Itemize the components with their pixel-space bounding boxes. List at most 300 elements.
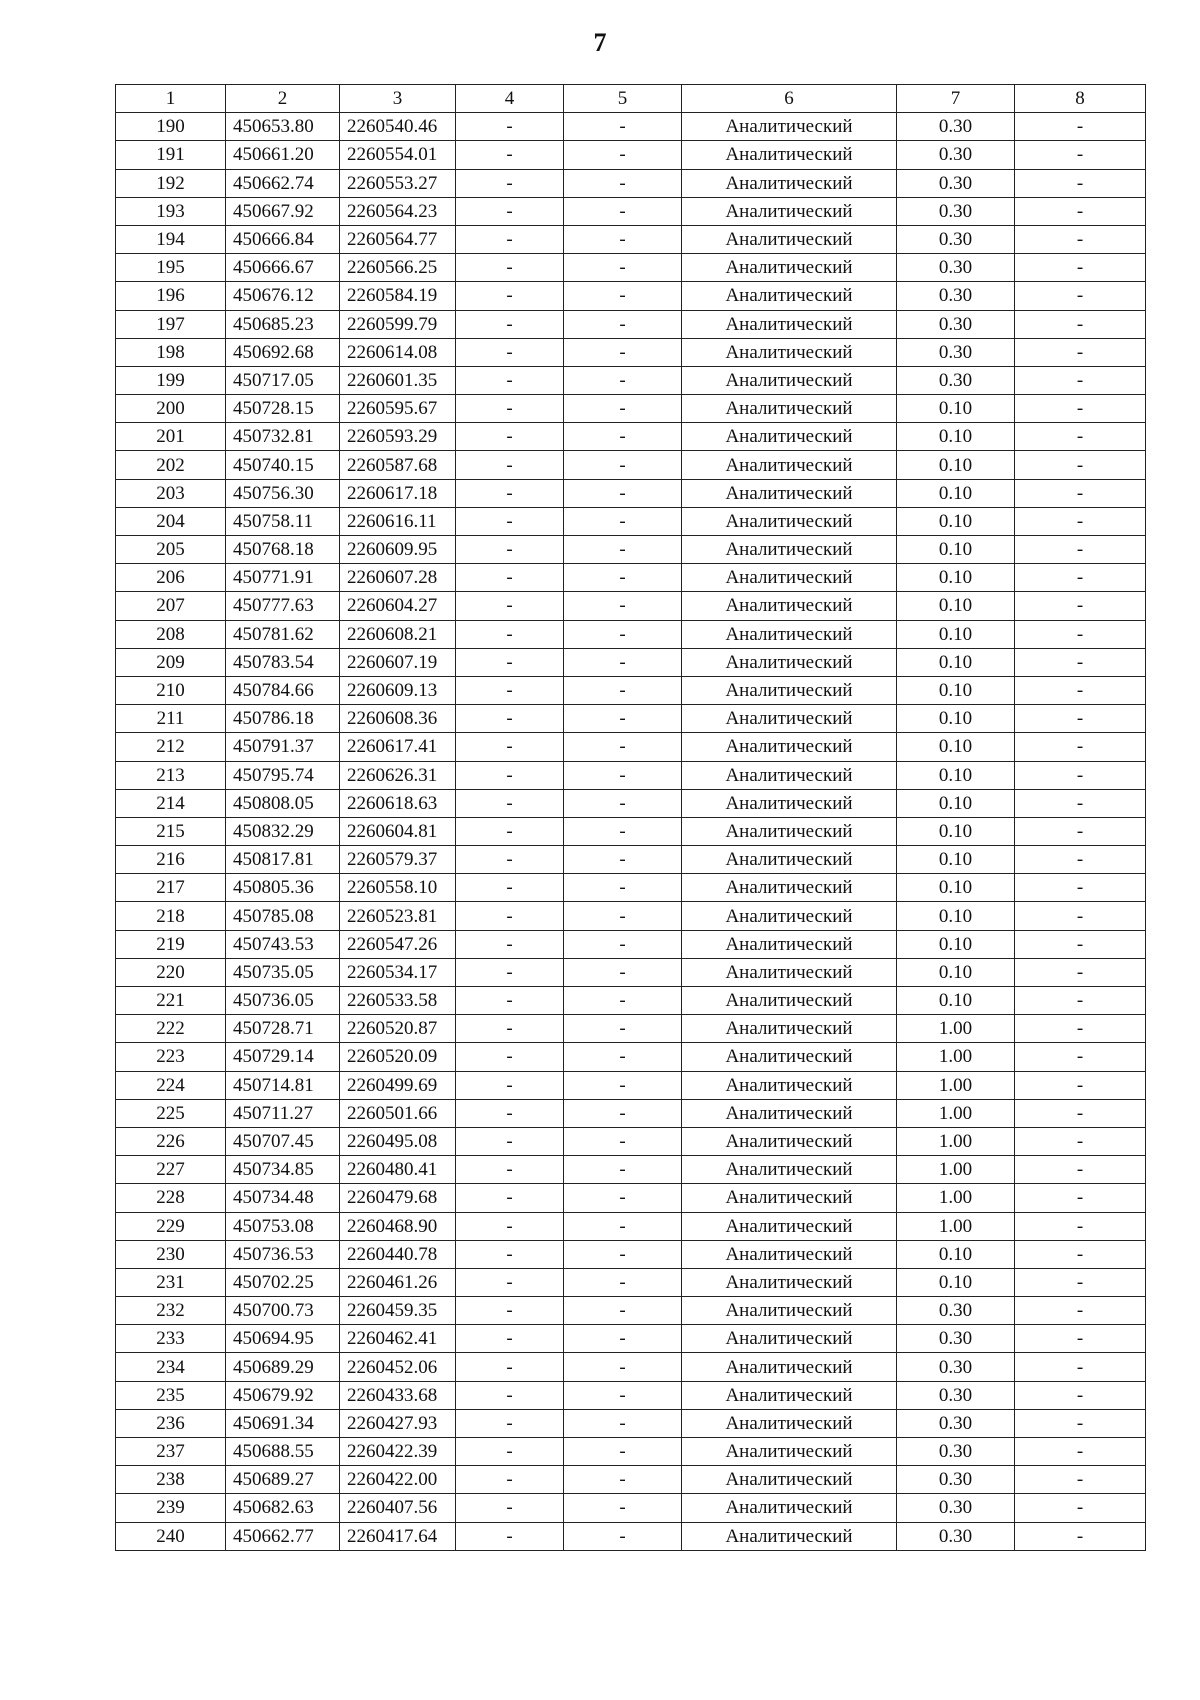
point-number-cell: 219 xyxy=(116,930,226,958)
column-4-cell: - xyxy=(456,648,564,676)
method-cell: Аналитический xyxy=(682,1127,897,1155)
column-header: 4 xyxy=(456,85,564,113)
method-cell: Аналитический xyxy=(682,648,897,676)
accuracy-cell: 0.10 xyxy=(897,987,1015,1015)
point-number-cell: 201 xyxy=(116,423,226,451)
y-coordinate-cell: 2260540.46 xyxy=(340,113,456,141)
column-8-cell: - xyxy=(1015,1438,1146,1466)
method-cell: Аналитический xyxy=(682,536,897,564)
accuracy-cell: 0.30 xyxy=(897,1325,1015,1353)
point-number-cell: 238 xyxy=(116,1466,226,1494)
column-4-cell: - xyxy=(456,1325,564,1353)
point-number-cell: 224 xyxy=(116,1071,226,1099)
method-cell: Аналитический xyxy=(682,789,897,817)
method-cell: Аналитический xyxy=(682,1353,897,1381)
column-8-cell: - xyxy=(1015,1268,1146,1296)
method-cell: Аналитический xyxy=(682,564,897,592)
column-8-cell: - xyxy=(1015,564,1146,592)
accuracy-cell: 0.10 xyxy=(897,733,1015,761)
table-row xyxy=(116,817,1146,845)
column-4-cell: - xyxy=(456,1522,564,1550)
column-8-cell: - xyxy=(1015,225,1146,253)
column-8-cell: - xyxy=(1015,902,1146,930)
column-8-cell: - xyxy=(1015,1212,1146,1240)
column-5-cell: - xyxy=(564,113,682,141)
point-number-cell: 200 xyxy=(116,395,226,423)
point-number-cell: 202 xyxy=(116,451,226,479)
column-4-cell: - xyxy=(456,113,564,141)
accuracy-cell: 0.30 xyxy=(897,169,1015,197)
accuracy-cell: 0.30 xyxy=(897,254,1015,282)
column-4-cell: - xyxy=(456,1353,564,1381)
y-coordinate-cell: 2260558.10 xyxy=(340,874,456,902)
column-8-cell: - xyxy=(1015,536,1146,564)
column-4-cell: - xyxy=(456,705,564,733)
table-body xyxy=(116,113,1146,1551)
column-4-cell: - xyxy=(456,1015,564,1043)
method-cell: Аналитический xyxy=(682,761,897,789)
x-coordinate-cell: 450771.91 xyxy=(226,564,340,592)
column-8-cell: - xyxy=(1015,423,1146,451)
method-cell: Аналитический xyxy=(682,479,897,507)
x-coordinate-cell: 450756.30 xyxy=(226,479,340,507)
point-number-cell: 196 xyxy=(116,282,226,310)
point-number-cell: 195 xyxy=(116,254,226,282)
x-coordinate-cell: 450817.81 xyxy=(226,846,340,874)
column-8-cell: - xyxy=(1015,479,1146,507)
x-coordinate-cell: 450728.15 xyxy=(226,395,340,423)
column-5-cell: - xyxy=(564,169,682,197)
table-row xyxy=(116,282,1146,310)
column-4-cell: - xyxy=(456,1156,564,1184)
x-coordinate-cell: 450700.73 xyxy=(226,1297,340,1325)
table-row xyxy=(116,507,1146,535)
column-4-cell: - xyxy=(456,1409,564,1437)
accuracy-cell: 1.00 xyxy=(897,1156,1015,1184)
column-4-cell: - xyxy=(456,1071,564,1099)
column-4-cell: - xyxy=(456,733,564,761)
column-4-cell: - xyxy=(456,451,564,479)
accuracy-cell: 0.10 xyxy=(897,536,1015,564)
table-row xyxy=(116,958,1146,986)
column-8-cell: - xyxy=(1015,338,1146,366)
accuracy-cell: 0.10 xyxy=(897,620,1015,648)
x-coordinate-cell: 450714.81 xyxy=(226,1071,340,1099)
y-coordinate-cell: 2260595.67 xyxy=(340,395,456,423)
point-number-cell: 211 xyxy=(116,705,226,733)
column-4-cell: - xyxy=(456,282,564,310)
column-4-cell: - xyxy=(456,846,564,874)
x-coordinate-cell: 450777.63 xyxy=(226,592,340,620)
table-row xyxy=(116,479,1146,507)
point-number-cell: 214 xyxy=(116,789,226,817)
column-4-cell: - xyxy=(456,395,564,423)
column-4-cell: - xyxy=(456,310,564,338)
column-5-cell: - xyxy=(564,366,682,394)
accuracy-cell: 0.30 xyxy=(897,1353,1015,1381)
method-cell: Аналитический xyxy=(682,987,897,1015)
point-number-cell: 215 xyxy=(116,817,226,845)
column-8-cell: - xyxy=(1015,817,1146,845)
table-row xyxy=(116,395,1146,423)
point-number-cell: 198 xyxy=(116,338,226,366)
table-row xyxy=(116,874,1146,902)
column-5-cell: - xyxy=(564,592,682,620)
column-8-cell: - xyxy=(1015,705,1146,733)
y-coordinate-cell: 2260616.11 xyxy=(340,507,456,535)
column-8-cell: - xyxy=(1015,1043,1146,1071)
column-4-cell: - xyxy=(456,1297,564,1325)
point-number-cell: 217 xyxy=(116,874,226,902)
column-8-cell: - xyxy=(1015,395,1146,423)
method-cell: Аналитический xyxy=(682,338,897,366)
y-coordinate-cell: 2260427.93 xyxy=(340,1409,456,1437)
column-8-cell: - xyxy=(1015,1353,1146,1381)
method-cell: Аналитический xyxy=(682,1438,897,1466)
table-row xyxy=(116,1015,1146,1043)
y-coordinate-cell: 2260468.90 xyxy=(340,1212,456,1240)
column-5-cell: - xyxy=(564,1438,682,1466)
accuracy-cell: 1.00 xyxy=(897,1099,1015,1127)
table-row xyxy=(116,1240,1146,1268)
table-row xyxy=(116,1043,1146,1071)
y-coordinate-cell: 2260566.25 xyxy=(340,254,456,282)
x-coordinate-cell: 450682.63 xyxy=(226,1494,340,1522)
accuracy-cell: 1.00 xyxy=(897,1212,1015,1240)
y-coordinate-cell: 2260607.19 xyxy=(340,648,456,676)
table-row xyxy=(116,648,1146,676)
x-coordinate-cell: 450791.37 xyxy=(226,733,340,761)
column-8-cell: - xyxy=(1015,169,1146,197)
x-coordinate-cell: 450662.77 xyxy=(226,1522,340,1550)
accuracy-cell: 0.30 xyxy=(897,1522,1015,1550)
table-row xyxy=(116,536,1146,564)
column-8-cell: - xyxy=(1015,141,1146,169)
column-header: 8 xyxy=(1015,85,1146,113)
column-header: 5 xyxy=(564,85,682,113)
accuracy-cell: 0.10 xyxy=(897,648,1015,676)
column-5-cell: - xyxy=(564,536,682,564)
point-number-cell: 210 xyxy=(116,676,226,704)
y-coordinate-cell: 2260417.64 xyxy=(340,1522,456,1550)
accuracy-cell: 0.30 xyxy=(897,366,1015,394)
table-row xyxy=(116,1438,1146,1466)
column-4-cell: - xyxy=(456,789,564,817)
x-coordinate-cell: 450832.29 xyxy=(226,817,340,845)
column-8-cell: - xyxy=(1015,789,1146,817)
column-header: 1 xyxy=(116,85,226,113)
method-cell: Аналитический xyxy=(682,1043,897,1071)
method-cell: Аналитический xyxy=(682,817,897,845)
method-cell: Аналитический xyxy=(682,1409,897,1437)
column-5-cell: - xyxy=(564,902,682,930)
column-5-cell: - xyxy=(564,1127,682,1155)
column-8-cell: - xyxy=(1015,592,1146,620)
column-header: 2 xyxy=(226,85,340,113)
column-5-cell: - xyxy=(564,789,682,817)
method-cell: Аналитический xyxy=(682,620,897,648)
column-8-cell: - xyxy=(1015,113,1146,141)
column-8-cell: - xyxy=(1015,1297,1146,1325)
y-coordinate-cell: 2260617.41 xyxy=(340,733,456,761)
column-5-cell: - xyxy=(564,1156,682,1184)
column-8-cell: - xyxy=(1015,197,1146,225)
point-number-cell: 230 xyxy=(116,1240,226,1268)
accuracy-cell: 0.10 xyxy=(897,789,1015,817)
column-5-cell: - xyxy=(564,254,682,282)
table-row xyxy=(116,1268,1146,1296)
column-5-cell: - xyxy=(564,479,682,507)
point-number-cell: 225 xyxy=(116,1099,226,1127)
column-4-cell: - xyxy=(456,1184,564,1212)
y-coordinate-cell: 2260604.81 xyxy=(340,817,456,845)
column-header: 3 xyxy=(340,85,456,113)
column-5-cell: - xyxy=(564,1466,682,1494)
point-number-cell: 192 xyxy=(116,169,226,197)
method-cell: Аналитический xyxy=(682,197,897,225)
accuracy-cell: 0.30 xyxy=(897,1409,1015,1437)
method-cell: Аналитический xyxy=(682,1466,897,1494)
table-row xyxy=(116,1325,1146,1353)
column-header: 7 xyxy=(897,85,1015,113)
column-5-cell: - xyxy=(564,1212,682,1240)
column-8-cell: - xyxy=(1015,1240,1146,1268)
method-cell: Аналитический xyxy=(682,676,897,704)
x-coordinate-cell: 450717.05 xyxy=(226,366,340,394)
x-coordinate-cell: 450743.53 xyxy=(226,930,340,958)
y-coordinate-cell: 2260520.09 xyxy=(340,1043,456,1071)
column-5-cell: - xyxy=(564,958,682,986)
y-coordinate-cell: 2260433.68 xyxy=(340,1381,456,1409)
column-5-cell: - xyxy=(564,423,682,451)
method-cell: Аналитический xyxy=(682,366,897,394)
column-4-cell: - xyxy=(456,1268,564,1296)
accuracy-cell: 0.30 xyxy=(897,1297,1015,1325)
column-8-cell: - xyxy=(1015,733,1146,761)
table-row xyxy=(116,1212,1146,1240)
column-4-cell: - xyxy=(456,987,564,1015)
column-4-cell: - xyxy=(456,338,564,366)
accuracy-cell: 1.00 xyxy=(897,1015,1015,1043)
column-4-cell: - xyxy=(456,761,564,789)
column-5-cell: - xyxy=(564,1043,682,1071)
column-8-cell: - xyxy=(1015,451,1146,479)
column-8-cell: - xyxy=(1015,1184,1146,1212)
table-row xyxy=(116,366,1146,394)
column-8-cell: - xyxy=(1015,1325,1146,1353)
table-row xyxy=(116,705,1146,733)
method-cell: Аналитический xyxy=(682,705,897,733)
point-number-cell: 216 xyxy=(116,846,226,874)
x-coordinate-cell: 450691.34 xyxy=(226,1409,340,1437)
x-coordinate-cell: 450667.92 xyxy=(226,197,340,225)
point-number-cell: 240 xyxy=(116,1522,226,1550)
column-5-cell: - xyxy=(564,1015,682,1043)
y-coordinate-cell: 2260459.35 xyxy=(340,1297,456,1325)
x-coordinate-cell: 450653.80 xyxy=(226,113,340,141)
column-5-cell: - xyxy=(564,1381,682,1409)
accuracy-cell: 0.30 xyxy=(897,113,1015,141)
column-5-cell: - xyxy=(564,1353,682,1381)
column-4-cell: - xyxy=(456,817,564,845)
y-coordinate-cell: 2260480.41 xyxy=(340,1156,456,1184)
y-coordinate-cell: 2260617.18 xyxy=(340,479,456,507)
table-row xyxy=(116,676,1146,704)
y-coordinate-cell: 2260534.17 xyxy=(340,958,456,986)
column-5-cell: - xyxy=(564,1325,682,1353)
column-5-cell: - xyxy=(564,395,682,423)
column-4-cell: - xyxy=(456,1212,564,1240)
column-5-cell: - xyxy=(564,1268,682,1296)
method-cell: Аналитический xyxy=(682,1381,897,1409)
point-number-cell: 227 xyxy=(116,1156,226,1184)
column-5-cell: - xyxy=(564,676,682,704)
table-row xyxy=(116,197,1146,225)
point-number-cell: 221 xyxy=(116,987,226,1015)
point-number-cell: 190 xyxy=(116,113,226,141)
column-4-cell: - xyxy=(456,874,564,902)
point-number-cell: 205 xyxy=(116,536,226,564)
method-cell: Аналитический xyxy=(682,423,897,451)
point-number-cell: 193 xyxy=(116,197,226,225)
y-coordinate-cell: 2260440.78 xyxy=(340,1240,456,1268)
point-number-cell: 226 xyxy=(116,1127,226,1155)
accuracy-cell: 0.30 xyxy=(897,338,1015,366)
accuracy-cell: 0.10 xyxy=(897,874,1015,902)
point-number-cell: 235 xyxy=(116,1381,226,1409)
x-coordinate-cell: 450694.95 xyxy=(226,1325,340,1353)
column-4-cell: - xyxy=(456,225,564,253)
accuracy-cell: 0.10 xyxy=(897,676,1015,704)
column-8-cell: - xyxy=(1015,846,1146,874)
y-coordinate-cell: 2260608.21 xyxy=(340,620,456,648)
y-coordinate-cell: 2260584.19 xyxy=(340,282,456,310)
accuracy-cell: 1.00 xyxy=(897,1184,1015,1212)
point-number-cell: 218 xyxy=(116,902,226,930)
table-row xyxy=(116,113,1146,141)
point-number-cell: 233 xyxy=(116,1325,226,1353)
method-cell: Аналитический xyxy=(682,1268,897,1296)
x-coordinate-cell: 450702.25 xyxy=(226,1268,340,1296)
point-number-cell: 204 xyxy=(116,507,226,535)
column-5-cell: - xyxy=(564,338,682,366)
table-row xyxy=(116,761,1146,789)
column-5-cell: - xyxy=(564,1240,682,1268)
method-cell: Аналитический xyxy=(682,169,897,197)
point-number-cell: 207 xyxy=(116,592,226,620)
column-8-cell: - xyxy=(1015,254,1146,282)
column-4-cell: - xyxy=(456,1381,564,1409)
column-4-cell: - xyxy=(456,592,564,620)
x-coordinate-cell: 450666.84 xyxy=(226,225,340,253)
table-row xyxy=(116,930,1146,958)
point-number-cell: 208 xyxy=(116,620,226,648)
table-row xyxy=(116,1381,1146,1409)
accuracy-cell: 0.10 xyxy=(897,958,1015,986)
method-cell: Аналитический xyxy=(682,874,897,902)
column-5-cell: - xyxy=(564,1071,682,1099)
y-coordinate-cell: 2260618.63 xyxy=(340,789,456,817)
table-row xyxy=(116,592,1146,620)
x-coordinate-cell: 450685.23 xyxy=(226,310,340,338)
accuracy-cell: 0.30 xyxy=(897,310,1015,338)
y-coordinate-cell: 2260533.58 xyxy=(340,987,456,1015)
column-4-cell: - xyxy=(456,254,564,282)
y-coordinate-cell: 2260601.35 xyxy=(340,366,456,394)
column-4-cell: - xyxy=(456,366,564,394)
table-row xyxy=(116,1494,1146,1522)
point-number-cell: 206 xyxy=(116,564,226,592)
x-coordinate-cell: 450768.18 xyxy=(226,536,340,564)
method-cell: Аналитический xyxy=(682,507,897,535)
point-number-cell: 228 xyxy=(116,1184,226,1212)
column-8-cell: - xyxy=(1015,1015,1146,1043)
y-coordinate-cell: 2260593.29 xyxy=(340,423,456,451)
accuracy-cell: 0.30 xyxy=(897,197,1015,225)
method-cell: Аналитический xyxy=(682,254,897,282)
column-4-cell: - xyxy=(456,620,564,648)
point-number-cell: 239 xyxy=(116,1494,226,1522)
column-5-cell: - xyxy=(564,846,682,874)
x-coordinate-cell: 450679.92 xyxy=(226,1381,340,1409)
column-4-cell: - xyxy=(456,1127,564,1155)
table-row xyxy=(116,1184,1146,1212)
table-header-row xyxy=(116,85,1146,113)
table-row xyxy=(116,902,1146,930)
column-8-cell: - xyxy=(1015,958,1146,986)
point-number-cell: 232 xyxy=(116,1297,226,1325)
y-coordinate-cell: 2260547.26 xyxy=(340,930,456,958)
x-coordinate-cell: 450783.54 xyxy=(226,648,340,676)
column-5-cell: - xyxy=(564,761,682,789)
column-8-cell: - xyxy=(1015,282,1146,310)
point-number-cell: 197 xyxy=(116,310,226,338)
method-cell: Аналитический xyxy=(682,846,897,874)
point-number-cell: 234 xyxy=(116,1353,226,1381)
table-row xyxy=(116,846,1146,874)
column-5-cell: - xyxy=(564,1522,682,1550)
method-cell: Аналитический xyxy=(682,1212,897,1240)
accuracy-cell: 0.10 xyxy=(897,1268,1015,1296)
x-coordinate-cell: 450662.74 xyxy=(226,169,340,197)
accuracy-cell: 0.10 xyxy=(897,902,1015,930)
y-coordinate-cell: 2260462.41 xyxy=(340,1325,456,1353)
column-8-cell: - xyxy=(1015,1494,1146,1522)
page-number: 7 xyxy=(593,28,607,57)
point-number-cell: 212 xyxy=(116,733,226,761)
x-coordinate-cell: 450688.55 xyxy=(226,1438,340,1466)
point-number-cell: 231 xyxy=(116,1268,226,1296)
method-cell: Аналитический xyxy=(682,1325,897,1353)
column-8-cell: - xyxy=(1015,1156,1146,1184)
y-coordinate-cell: 2260554.01 xyxy=(340,141,456,169)
table-row xyxy=(116,1409,1146,1437)
accuracy-cell: 0.30 xyxy=(897,282,1015,310)
x-coordinate-cell: 450734.48 xyxy=(226,1184,340,1212)
table-row xyxy=(116,564,1146,592)
accuracy-cell: 1.00 xyxy=(897,1127,1015,1155)
y-coordinate-cell: 2260587.68 xyxy=(340,451,456,479)
column-8-cell: - xyxy=(1015,310,1146,338)
column-8-cell: - xyxy=(1015,648,1146,676)
accuracy-cell: 0.10 xyxy=(897,423,1015,451)
y-coordinate-cell: 2260499.69 xyxy=(340,1071,456,1099)
column-5-cell: - xyxy=(564,310,682,338)
method-cell: Аналитический xyxy=(682,225,897,253)
table-row xyxy=(116,1071,1146,1099)
column-8-cell: - xyxy=(1015,761,1146,789)
coordinates-table xyxy=(115,84,1146,1551)
